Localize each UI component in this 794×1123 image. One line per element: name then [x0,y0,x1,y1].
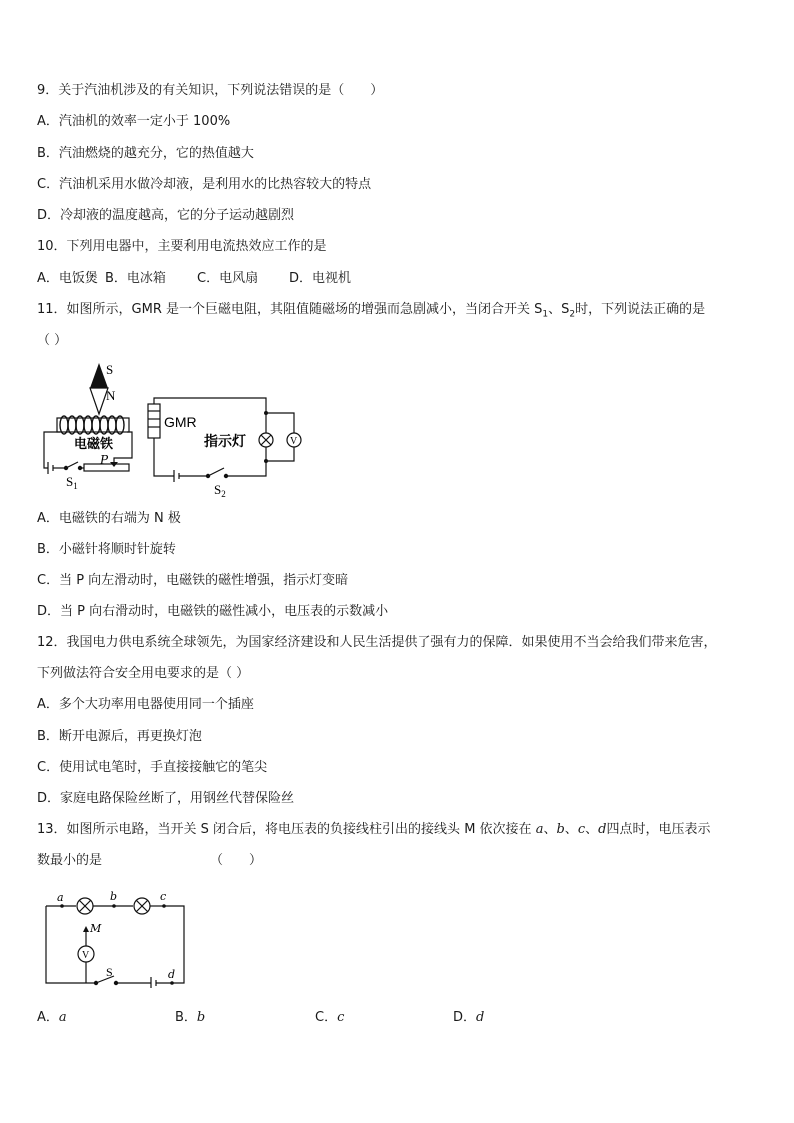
point-a-dot [60,904,64,908]
switch-s1-label: $S_1$ [66,474,78,491]
q10-option-a: A．电饭煲 [37,271,98,286]
point-a-label: a [57,891,64,904]
q13-options [37,1009,484,1027]
gmr-label: GMR [164,414,197,430]
probe-arrow [83,926,89,932]
q13-option-d: D．d [453,1010,485,1025]
q9-option-c: C．汽油机采用水做冷却液，是利用水的比热容较大的特点 [37,177,372,192]
point-c-label: c [160,890,167,903]
q13-circuit-wires [46,898,184,988]
voltmeter-label: V [290,436,298,447]
switch-s2-label: $S_2$ [214,482,226,498]
q12-stem-line1: 12．我国电力供电系统全球领先，为国家经济建设和人民生活提供了强有力的保障．如果使用不当会给我们带来危害， [37,635,717,650]
q12-option-d: D．家庭电路保险丝断了，用钢丝代替保险丝 [37,791,295,806]
q13-switch-label: S [106,965,113,979]
slider-p-label: P [100,453,109,467]
compass-n-label: N [106,388,116,403]
q12-option-c: C．使用试电笔时，手直接接触它的笔尖 [37,760,268,775]
electromagnet-circuit-figure [36,358,306,498]
q11-option-d: D．当 P 向右滑动时，电磁铁的磁性减小，电压表的示数减小 [37,604,389,619]
q12-option-a: A．多个大功率用电器使用同一个插座 [37,697,254,712]
q13-voltmeter-label: V [82,950,90,961]
q13-option-b: B．b [175,1010,206,1025]
q9-option-d: D．冷却液的温度越高，它的分子运动越剧烈 [37,208,295,223]
q9-option-a: A．汽油机的效率一定小于 100% [37,114,231,129]
q13-stem-line1: 13．如图所示电路，当开关 S 闭合后，将电压表的负接线柱引出的接线头 M 依次接在 a、b、c、d四点时，电压表示 [37,822,711,837]
q10-option-d: D．电视机 [289,271,352,286]
q11-option-c: C．当 P 向左滑动时，电磁铁的磁性增强，指示灯变暗 [37,573,349,588]
q10-option-c: C．电风扇 [197,271,259,286]
point-d-dot [170,981,174,985]
point-b-dot [112,904,116,908]
q11-stem: 11．如图所示，GMR 是一个巨磁电阻，其阻值随磁场的增强而急剧减小，当闭合开关 $S_1$、$S_2$时，下列说法正确的是 [37,302,706,320]
q10-options [37,270,351,288]
q12-option-b: B．断开电源后，再更换灯泡 [37,729,202,744]
point-b-label: b [110,890,118,903]
probe-m-label: M [90,922,102,935]
compass-s-label: S [106,362,114,377]
q13-option-c: C．c [315,1010,345,1025]
q11-option-b: B．小磁针将顺时针旋转 [37,542,176,557]
q13-option-a: A．a [37,1010,67,1025]
q10-stem: 10．下列用电器中，主要利用电流热效应工作的是 [37,239,327,254]
voltage-circuit-figure [36,888,196,988]
q11-stem-paren: （ ） [37,333,68,348]
q9-option-b: B．汽油燃烧的越充分，它的热值越大 [37,146,254,161]
point-c-dot [162,904,166,908]
q11-option-a: A．电磁铁的右端为 N 极 [37,511,181,526]
q9-stem: 9．关于汽油机涉及的有关知识，下列说法错误的是（ ） [37,83,384,98]
q12-stem-line2: 下列做法符合安全用电要求的是（ ） [37,666,250,681]
q10-option-b: B．电冰箱 [105,271,166,286]
q13-stem-line2: 数最小的是 （ ） [37,853,263,868]
electromagnet-label: 电磁铁 [74,437,114,452]
point-d-label: d [168,968,176,981]
indicator-lamp-label: 指示灯 [204,434,246,450]
